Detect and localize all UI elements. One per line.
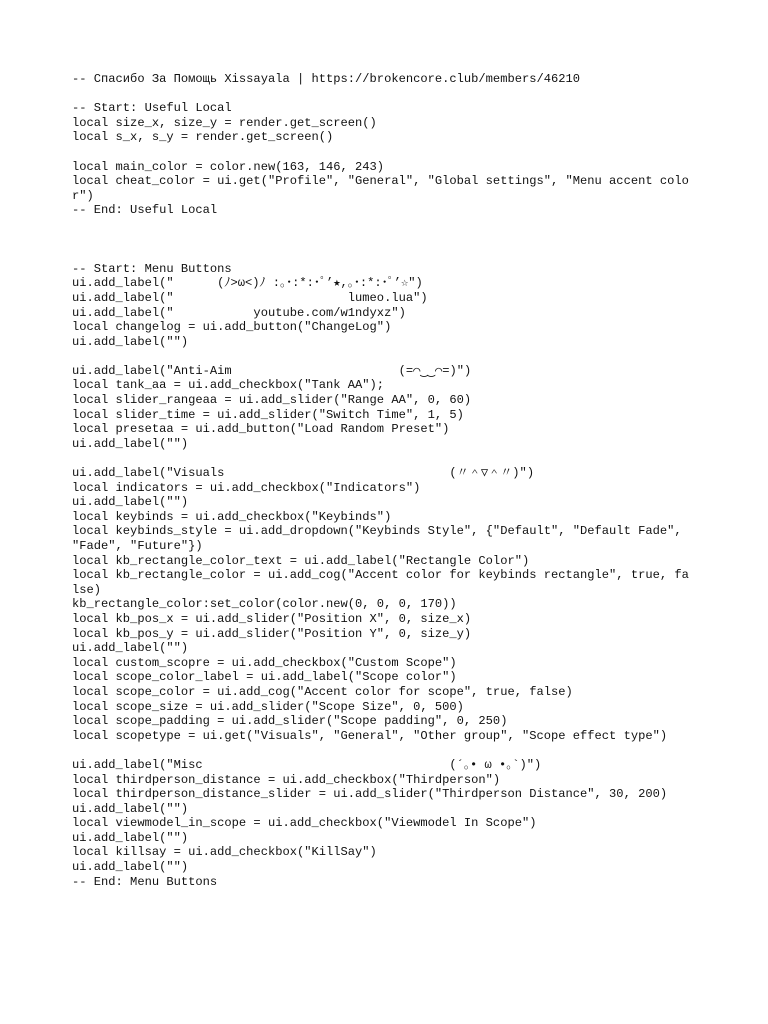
code-line: local size_x, size_y = render.get_screen() xyxy=(72,115,377,130)
code-line: local thirdperson_distance = ui.add_checkbox("Thirdperson") xyxy=(72,772,501,787)
code-line: ui.add_label(" lumeo.lua") xyxy=(72,290,428,305)
code-line xyxy=(72,247,696,262)
code-line xyxy=(72,218,696,233)
code-line: ui.add_label("Misc (´｡• ω •｡`)") xyxy=(72,757,542,772)
code-line: local thirdperson_distance_slider = ui.add_slider("Thirdperson Distance", 30, 200) xyxy=(72,787,668,802)
code-line: local presetaa = ui.add_button("Load Random Preset") xyxy=(72,422,450,437)
code-line: local s_x, s_y = render.get_screen() xyxy=(72,130,334,145)
code-line: -- Спасибо За Помощь Xissayala | https://brokencore.club/members/46210 xyxy=(72,72,581,86)
code-line: local kb_rectangle_color = ui.add_cog("Accent color for keybinds rectangle", true, false) xyxy=(72,568,689,597)
code-line: ui.add_label("") xyxy=(72,801,189,816)
code-line: local scope_color_label = ui.add_label("Scope color") xyxy=(72,670,457,685)
code-line: local viewmodel_in_scope = ui.add_checkbox("Viewmodel In Scope") xyxy=(72,816,537,831)
code-line xyxy=(72,145,696,160)
code-line xyxy=(72,743,696,758)
code-line: -- End: Menu Buttons xyxy=(72,874,218,889)
code-line: ui.add_label("") xyxy=(72,334,189,349)
code-line: local scope_color = ui.add_cog("Accent color for scope", true, false) xyxy=(72,684,573,699)
code-line: -- End: Useful Local xyxy=(72,203,218,218)
code-line: ui.add_label(" youtube.com/w1ndyxz") xyxy=(72,305,406,320)
code-line: local tank_aa = ui.add_checkbox("Tank AA"); xyxy=(72,378,385,393)
code-line: local custom_scopre = ui.add_checkbox("Custom Scope") xyxy=(72,655,457,670)
code-line: local changelog = ui.add_button("ChangeLog") xyxy=(72,320,392,335)
code-line xyxy=(72,451,696,466)
code-line: -- Start: Menu Buttons xyxy=(72,261,232,276)
code-line: local keybinds_style = ui.add_dropdown("Keybinds Style", {"Default", "Default Fade", "Fade", "Future"}) xyxy=(72,524,689,553)
code-line: local kb_rectangle_color_text = ui.add_label("Rectangle Color") xyxy=(72,553,530,568)
code-line: -- Start: Useful Local xyxy=(72,101,232,116)
code-line: local scopetype = ui.get("Visuals", "General", "Other group", "Scope effect type") xyxy=(72,728,668,743)
code-line: local kb_pos_x = ui.add_slider("Position X", 0, size_x) xyxy=(72,611,472,626)
code-line: ui.add_label(" (ﾉ>ω<)ﾉ :｡･:*:･ﾟ’★,｡･:*:･ﾟ’☆") xyxy=(72,276,423,291)
code-line: local killsay = ui.add_checkbox("KillSay") xyxy=(72,845,377,860)
code-line: local keybinds = ui.add_checkbox("Keybinds") xyxy=(72,509,392,524)
code-line: ui.add_label("Visuals (〃＾▽＾〃)") xyxy=(72,466,535,481)
code-line: local indicators = ui.add_checkbox("Indicators") xyxy=(72,480,421,495)
code-line: ui.add_label("") xyxy=(72,830,189,845)
code-line: ui.add_label("") xyxy=(72,641,189,656)
code-line: ui.add_label("") xyxy=(72,436,189,451)
code-line: local cheat_color = ui.get("Profile", "General", "Global settings", "Menu accent color") xyxy=(72,174,689,203)
code-line: local kb_pos_y = ui.add_slider("Position Y", 0, size_y) xyxy=(72,626,472,641)
code-line: local slider_time = ui.add_slider("Switch Time", 1, 5) xyxy=(72,407,464,422)
code-line xyxy=(72,87,696,102)
code-line: local scope_padding = ui.add_slider("Scope padding", 0, 250) xyxy=(72,714,508,729)
code-line: local scope_size = ui.add_slider("Scope Size", 0, 500) xyxy=(72,699,464,714)
code-line: ui.add_label("") xyxy=(72,860,189,875)
code-line: kb_rectangle_color:set_color(color.new(0, 0, 0, 170)) xyxy=(72,597,457,612)
code-line: local main_color = color.new(163, 146, 243) xyxy=(72,159,385,174)
code-line: ui.add_label("") xyxy=(72,495,189,510)
code-line: local slider_rangeaa = ui.add_slider("Range AA", 0, 60) xyxy=(72,393,472,408)
code-line xyxy=(72,233,696,248)
code-document xyxy=(72,72,696,889)
code-line: ui.add_label("Anti-Aim (=⌒‿‿⌒=)") xyxy=(72,363,472,378)
code-line xyxy=(72,349,696,364)
